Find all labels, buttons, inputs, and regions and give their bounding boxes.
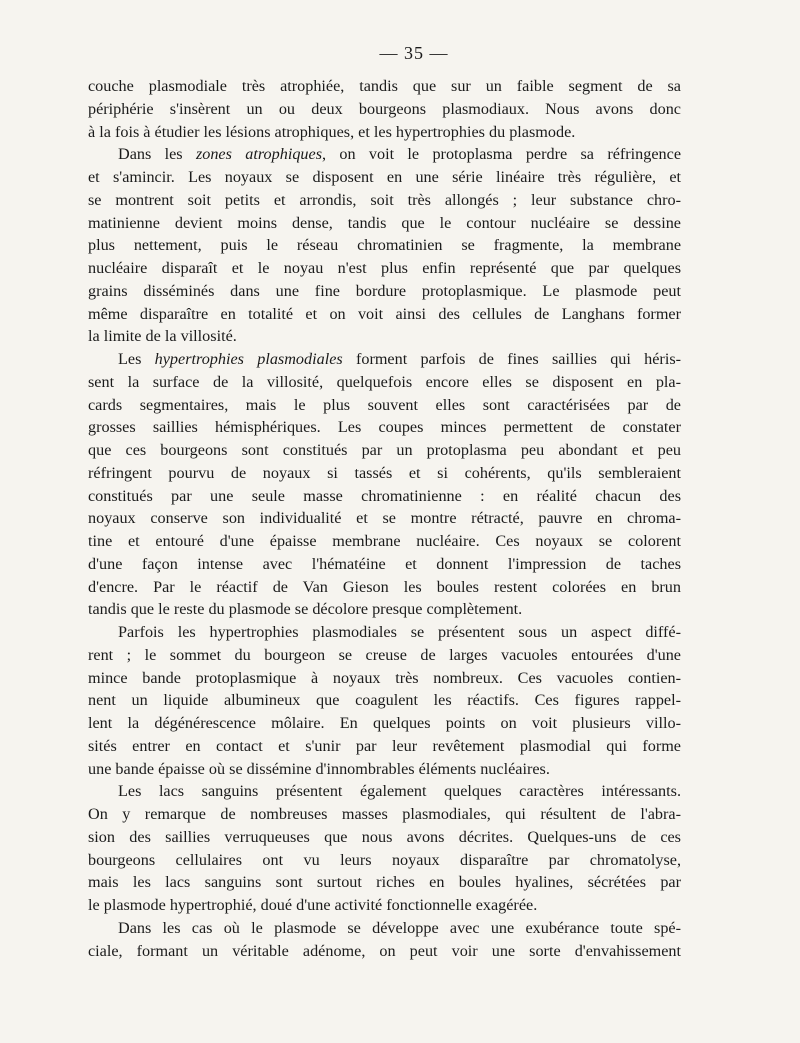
text-segment: mais les lacs sanguins sont surtout riches en boules hyalines, sécrétées par [88, 873, 681, 892]
text-segment: plus nettement, puis le réseau chromatinien se fragmente, la membrane [88, 236, 681, 255]
text-line [88, 780, 681, 803]
text-line [88, 371, 681, 394]
text-line [88, 303, 681, 326]
text-segment: ciale, formant un véritable adénome, on peut voir une sorte d'envahissement [88, 941, 681, 960]
text-segment: même disparaître en totalité et on voit ainsi des cellules de Langhans former [88, 304, 681, 323]
text-segment: périphérie s'insèrent un ou deux bourgeons plasmodiaux. Nous avons donc [88, 99, 681, 118]
page-number: — 35 — [379, 43, 449, 63]
text-line [88, 553, 681, 576]
text-segment: sion des saillies verruqueuses que nous avons décrites. Quelques-uns de ces [88, 827, 681, 846]
text-segment: Dans les cas où le plasmode se développe avec une exubérance toute spé- [118, 918, 681, 937]
text-line [88, 485, 681, 508]
text-segment: On y remarque de nombreuses masses plasmodiales, qui résultent de l'abra- [88, 805, 681, 823]
text-segment: matinienne devient moins dense, tandis que le contour nucléaire se dessine [88, 213, 681, 232]
text-segment: nent un liquide albumineux que coagulent les réactifs. Ces figures rappel- [88, 691, 681, 710]
text-segment: noyaux conserve son individualité et se montre rétracté, pauvre en chroma- [88, 509, 681, 528]
text-segment: mince bande protoplasmique à noyaux très nombreux. Ces vacuoles contien- [88, 668, 681, 687]
text-segment: bourgeons cellulaires ont vu leurs noyaux disparaître par chromatolyse, [88, 850, 681, 869]
text-segment: Parfois les hypertrophies plasmodiales se présentent sous un aspect diffé- [118, 623, 681, 641]
text-line [88, 803, 681, 826]
text-line [88, 576, 681, 599]
text-line [88, 940, 681, 963]
text-segment: sités entrer en contact et s'unir par leur revêtement plasmodial qui forme [88, 736, 681, 755]
text-segment: réfringent pourvu de noyaux si tassés et si cohérents, qu'ils sembleraient [88, 463, 681, 482]
text-segment: couche plasmodiale très atrophiée, tandis que sur un faible segment de sa [88, 77, 681, 95]
text-segment: Les [118, 350, 155, 368]
text-line [88, 871, 681, 894]
text-line [88, 462, 681, 485]
text-line [88, 598, 681, 621]
text-line [88, 416, 681, 439]
text-line [88, 894, 681, 917]
text-line [88, 234, 681, 257]
italic-term: zones atrophiques [195, 145, 322, 164]
text-segment: cards segmentaires, mais le plus souvent elles sont caractérisées par de [88, 395, 681, 414]
text-line [88, 166, 681, 189]
text-segment: et s'amincir. Les noyaux se disposent en une série linéaire très régulière, et [88, 168, 681, 186]
text-line [88, 735, 681, 758]
text-segment: tandis que le reste du plasmode se décolore presque complètement. [88, 600, 523, 619]
text-segment: une bande épaisse où se dissémine d'innombrables éléments nucléaires. [88, 759, 550, 778]
text-segment: d'une façon intense avec l'hématéine et donnent l'impression de taches [88, 554, 681, 573]
text-line [88, 75, 681, 98]
text-line [88, 98, 681, 121]
text-line [88, 121, 681, 144]
text-segment: le plasmode hypertrophié, doué d'une activité fonctionnelle exagérée. [88, 896, 538, 914]
text-segment: rent ; le sommet du bourgeon se creuse de larges vacuoles entourées d'une [88, 645, 681, 664]
text-segment: que ces bourgeons sont constitués par un protoplasma peu abondant et peu [88, 441, 681, 459]
text-line [88, 712, 681, 735]
text-line [88, 348, 681, 371]
text-segment: forment parfois de fines saillies qui héris- [342, 350, 682, 368]
text-segment: la limite de la villosité. [88, 327, 237, 346]
text-line [88, 143, 681, 166]
text-segment: nucléaire disparaît et le noyau n'est plus enfin représenté que par quelques [88, 259, 681, 277]
text-line [88, 212, 681, 235]
text-line [88, 280, 681, 303]
text-line [88, 439, 681, 462]
text-line [88, 394, 681, 417]
text-line [88, 826, 681, 849]
text-line [88, 849, 681, 872]
text-segment: sent la surface de la villosité, quelquefois encore elles se disposent en pla- [88, 372, 681, 391]
text-line [88, 257, 681, 280]
text-line [88, 325, 681, 348]
text-line [88, 189, 681, 212]
body-text [88, 75, 681, 962]
text-segment: d'encre. Par le réactif de Van Gieson les boules restent colorées en brun [88, 577, 681, 596]
text-line [88, 689, 681, 712]
text-segment: tine et entouré d'une épaisse membrane nucléaire. Ces noyaux se colorent [88, 532, 681, 550]
text-line [88, 644, 681, 667]
text-segment: lent la dégénérescence môlaire. En quelques points on voit plusieurs villo- [88, 714, 681, 732]
text-line [88, 507, 681, 530]
text-segment: grains disséminés dans une fine bordure protoplasmique. Le plasmode peut [88, 281, 681, 300]
text-segment: Les lacs sanguins présentent également quelques caractères intéressants. [118, 782, 681, 801]
text-line [88, 530, 681, 553]
text-segment: constitués par une seule masse chromatinienne : en réalité chacun des [88, 486, 681, 505]
text-line [88, 667, 681, 690]
text-line [88, 758, 681, 781]
italic-term: hypertrophies plasmodiales [154, 350, 343, 368]
text-segment: se montrent soit petits et arrondis, soit très allongés ; leur substance chro- [88, 190, 681, 209]
text-segment: , on voit le protoplasma perdre sa réfringence [322, 145, 682, 164]
text-line [88, 917, 681, 940]
text-line [88, 621, 681, 644]
text-segment: grosses saillies hémisphériques. Les coupes minces permettent de constater [88, 418, 681, 437]
text-segment: à la fois à étudier les lésions atrophiques, et les hypertrophies du plasmode. [88, 122, 576, 141]
text-segment: Dans les [118, 145, 196, 164]
